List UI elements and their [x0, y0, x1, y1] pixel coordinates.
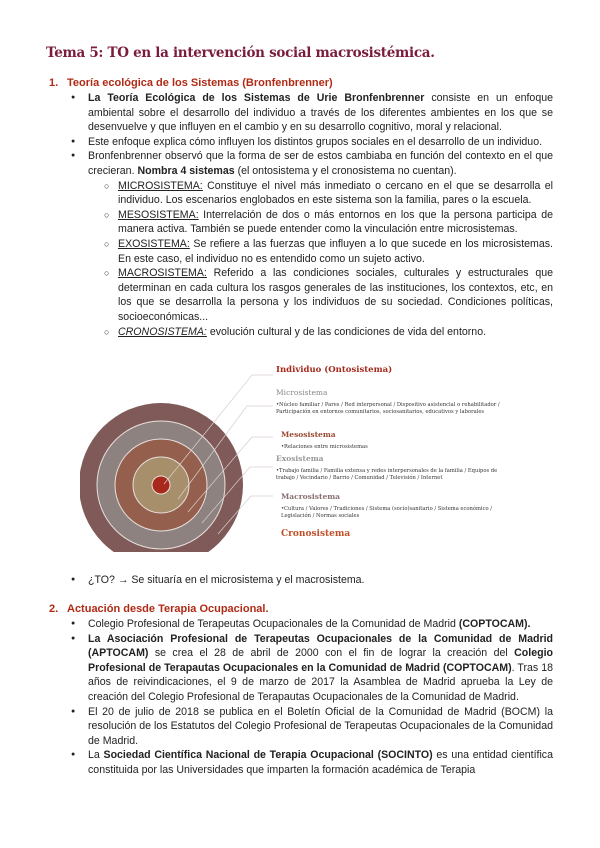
label-meso: Mesosistema — [281, 430, 336, 439]
label-crono: Cronosistema — [281, 529, 351, 539]
section-number: 2. — [49, 603, 59, 615]
text: Interrelación de dos o más entornos en los que la persona participa de manera activa. También se puede entender como la vinculación entre microsistemas. — [118, 208, 553, 236]
label-exo: Exosistema — [276, 454, 324, 463]
system-item — [118, 266, 553, 324]
text: se crea el 28 de abril de 2000 con el fin de lograr la creación del — [148, 647, 515, 660]
text: (el ontosistema y el cronosistema no cuentan). — [234, 164, 457, 177]
exo-desc: •Trabajo familia / Familia extensa y redes interpersonales de la familia / Equipos de trabajo / Vecindario / Barrio / Comunidad / Televisión / Internet — [276, 468, 498, 481]
section-1-list — [88, 91, 553, 339]
text: Colegio Profesional de Terapeutas Ocupacionales de la Comunidad de Madrid — [88, 618, 459, 630]
list-item — [88, 617, 553, 632]
ring-individuo — [152, 476, 170, 494]
meso-desc: •Relaciones entre microsistemas — [281, 444, 368, 450]
bold-text: (COPTOCAM). — [458, 618, 531, 630]
section-number: 1. — [49, 77, 59, 89]
text: consiste en un enfoque ambiental sobre el desarrollo del individuo a través de los diferentes ambientes en los que se desenvuelve y que influyen en el cambio y en su desarrollo cognitivo, moral y relacional. — [88, 92, 553, 134]
text: . Tras 18 años de reivindicaciones, el 9 de marzo de 2017 la Asamblea de Madrid aprueba la Ley de creación del Colegio Profesional de Terapautas Ocupacionales de la Comunidad de Madrid. — [88, 661, 553, 703]
list-item — [88, 91, 553, 135]
list-item: ● El 20 de julio de 2018 se publica en el Boletín Oficial de la Comunidad de Madrid (BOCM) la resolución de los Estatutos del Colegio Profesional de Terapeutas Ocupacionales de la Comunidad de Madrid. — [88, 705, 553, 749]
list-item — [88, 149, 553, 339]
bold-text: Colegio Profesional de Terapautas Ocupacionales en la Comunidad de Madrid (COPTOCAM) — [88, 647, 553, 674]
system-item — [118, 325, 553, 340]
bold-text: Sociedad Científica Nacional de Terapia Ocupacional (SOCINTO) — [103, 749, 433, 762]
label-micro: Microsistema — [276, 388, 328, 397]
section-2-heading — [49, 603, 269, 615]
text: La — [88, 749, 104, 762]
section-1-heading — [49, 77, 333, 89]
system-item — [118, 208, 553, 237]
micro-desc: •Núcleo familiar / Pares / Red interpersonal / Dispositivo asistencial o rehabilitador / Participación en entornos comunitarios, sociosanitarios, educativos y laborales — [276, 402, 500, 415]
bold-text: Nombra 4 sistemas — [137, 164, 235, 177]
section-title: Teoría ecológica de los Sistemas (Bronfenbrenner) — [67, 77, 333, 89]
term: EXOSISTEMA: — [118, 237, 190, 250]
macro-desc: •Cultura / Valores / Tradiciones / Sistema (socio)sanitario / Sistema económico / Legislación / Normas sociales — [281, 506, 492, 519]
ecological-systems-diagram — [80, 362, 520, 552]
term: CRONOSISTEMA: — [118, 325, 207, 338]
label-individuo: Individuo (Ontosistema) — [276, 365, 393, 375]
section-2-list — [88, 617, 553, 778]
text: Referido a las condiciones sociales, culturales y estructurales que determinan en cada cultura los rasgos generales de las instituciones, los contextos, etc, en los que se desarrolla la persona y los individuos de su sociedad. Condiciones políticas, socioeconómicas... — [118, 267, 553, 323]
page-title: Tema 5: TO en la intervención social macrosistémica. — [46, 45, 435, 61]
text: Bronfenbrenner observó que la forma de ser de estos cambiaba en función del contexto en el que crecieran. — [88, 150, 553, 177]
bold-text: La Teoría Ecológica de los Sistemas de Urie Bronfenbrenner — [88, 92, 425, 104]
text: es una entidad científica constituida por las Universidades que imparten la formación académica de Terapia — [88, 749, 553, 776]
system-item — [118, 237, 553, 266]
list-item: ● ¿TO? → Se situaría en el microsistema y el macrosistema. — [88, 573, 553, 588]
bold-text: La Asociación Profesional de Terapeutas Ocupacionales de la Comunidad de Madrid (APTOCAM) — [88, 632, 553, 660]
text: Se refiere a las fuerzas que influyen a lo que sucede en los microsistemas. En este caso, el individuo no es entendido como un sujeto activo. — [118, 237, 553, 265]
term: MACROSISTEMA: — [118, 267, 207, 280]
term: MESOSISTEMA: — [118, 208, 199, 221]
label-macro: Macrosistema — [281, 492, 341, 501]
list-item: ● Este enfoque explica cómo influyen los distintos grupos sociales en el desarrollo de un individuo. — [88, 135, 553, 150]
text: evolución cultural y de las condiciones de vida del entorno. — [206, 325, 487, 338]
to-note-list — [88, 573, 553, 588]
list-item — [88, 632, 553, 705]
text: Constituye el nivel más inmediato o cercano en el que se desarrolla el individuo. Los escenarios englobados en este sistema son la familia, pares o la escuela. — [118, 179, 553, 207]
list-item — [88, 748, 553, 777]
term: MICROSISTEMA: — [118, 179, 203, 192]
section-title: Actuación desde Terapia Ocupacional. — [67, 603, 269, 615]
systems-list — [88, 179, 553, 340]
system-item — [118, 179, 553, 208]
